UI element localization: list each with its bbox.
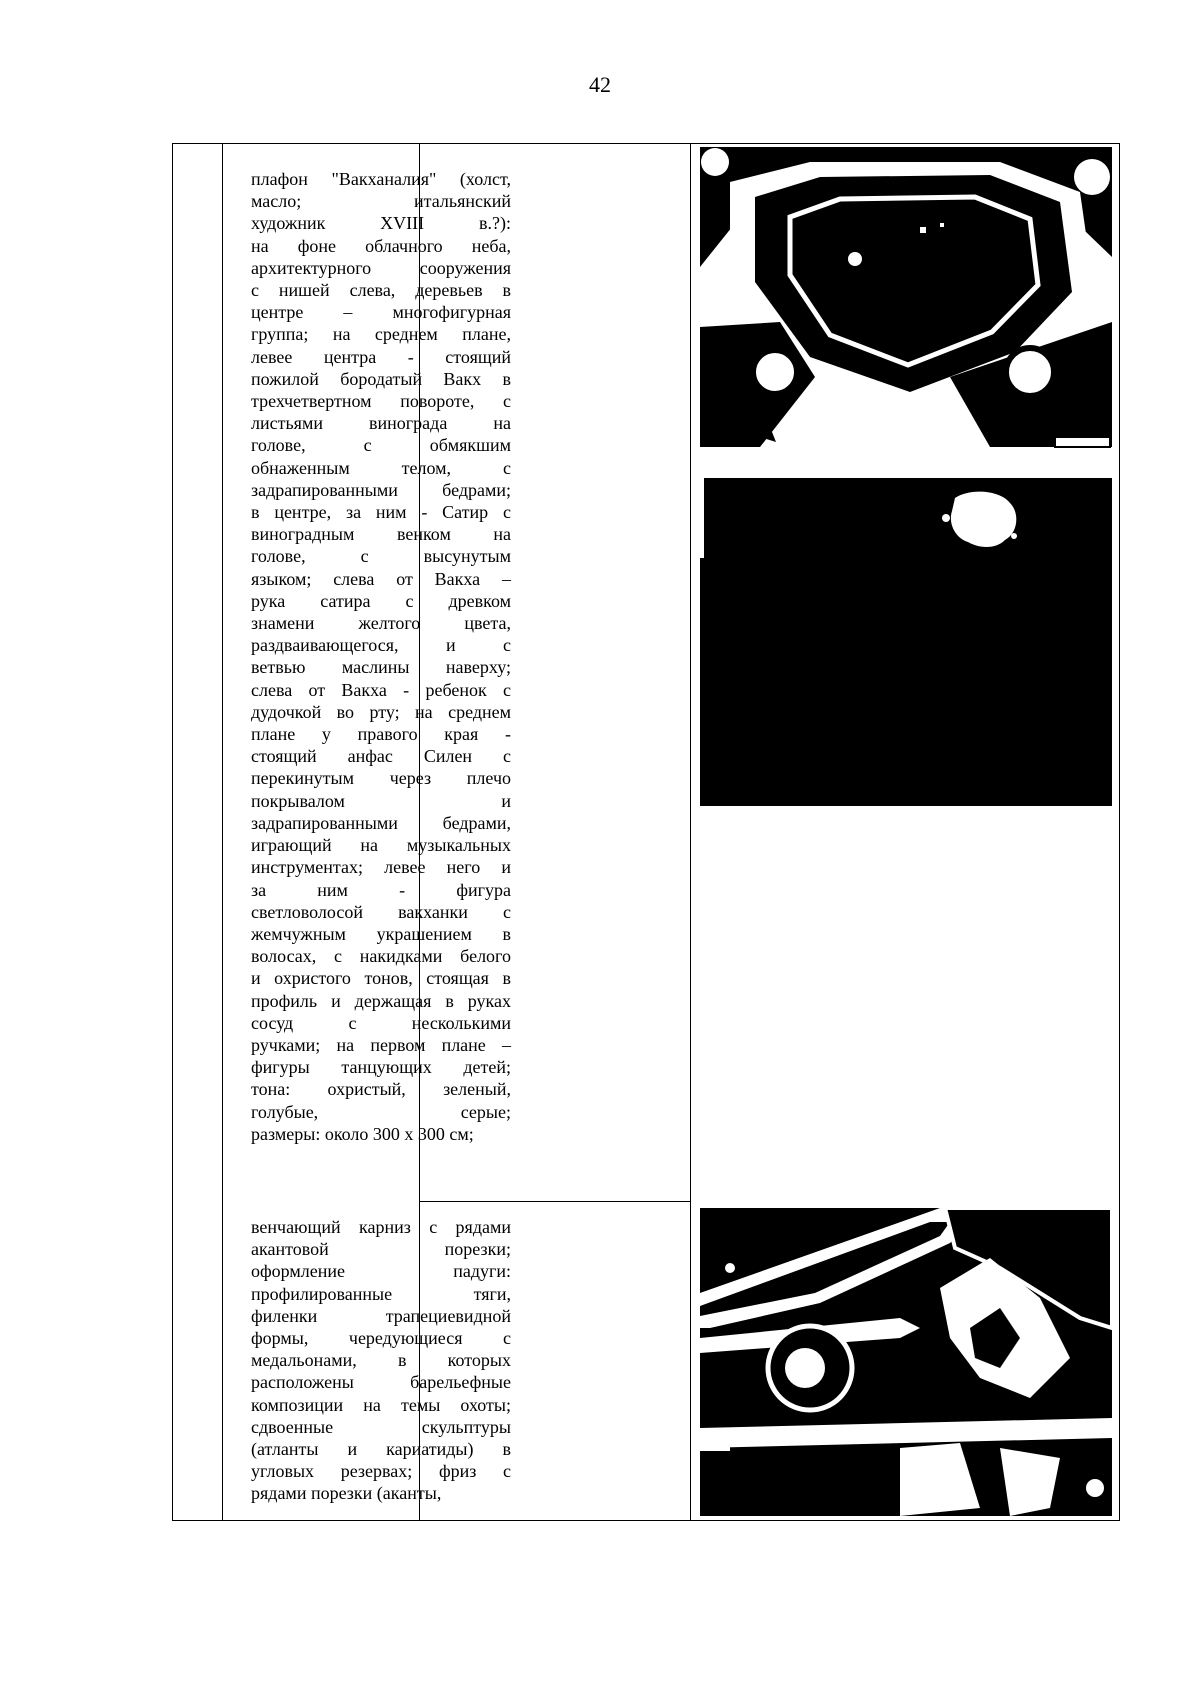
description-line: инструментах; левее него и (251, 857, 511, 878)
description-line: перекинутым через плечо (251, 768, 511, 789)
description-line: центре – многофигурная (251, 302, 511, 323)
description-line: сдвоенные скульптуры (251, 1416, 511, 1437)
description-line: и охристого тонов, стоящая в (251, 968, 511, 989)
description-line: медальонами, в которых (251, 1350, 511, 1371)
description-line: угловых резервах; фриз с (251, 1461, 511, 1482)
description-line: размеры: около 300 x 300 см; (251, 1123, 474, 1144)
description-line: голове, с высунутым (251, 546, 511, 567)
description-line: архитектурного сооружения (251, 257, 511, 278)
description-line: с нишей слева, деревьев в (251, 280, 511, 301)
ceiling-frame-photo (700, 147, 1112, 455)
description-line: обнаженным телом, с (251, 457, 511, 478)
description-line: пожилой бородатый Вакх в (251, 368, 511, 389)
description-line: акантовой порезки; (251, 1239, 511, 1260)
description-line: группа; на среднем плане, (251, 324, 511, 345)
description-line: рука сатира с древком (251, 590, 511, 611)
description-line: художник XVIII в.?): (251, 213, 511, 234)
description-line: в центре, за ним - Сатир с (251, 502, 511, 523)
description-line: профиль и держащая в руках (251, 990, 511, 1011)
description-line: знамени желтого цвета, (251, 613, 511, 634)
description-line: жемчужным украшением в (251, 923, 511, 944)
description-line: стоящий анфас Силен с (251, 746, 511, 767)
description-line: за ним - фигура (251, 879, 511, 900)
description-line: филенки трапециевидной (251, 1305, 511, 1326)
description-line: рядами порезки (аканты, (251, 1483, 442, 1504)
description-text-plafond (251, 168, 511, 1145)
description-line: масло; итальянский (251, 191, 511, 212)
description-line: ручками; на первом плане – (251, 1034, 511, 1055)
description-line: дудочкой во рту; на среднем (251, 701, 511, 722)
description-line: тона: охристый, зеленый, (251, 1079, 511, 1100)
plafond-painting-photo (700, 478, 1112, 806)
description-text-cornice (251, 1216, 511, 1505)
description-line: фигуры танцующих детей; (251, 1057, 511, 1078)
description-line: левее центра - стоящий (251, 346, 511, 367)
description-line: голове, с обмякшим (251, 435, 511, 456)
description-line: композиции на темы охоты; (251, 1394, 511, 1415)
description-line: листьями винограда на (251, 413, 511, 434)
description-line: расположены барельефные (251, 1372, 511, 1393)
description-line: сосуд с несколькими (251, 1012, 511, 1033)
description-line: слева от Вакха - ребенок с (251, 679, 511, 700)
description-line: играющий на музыкальных (251, 835, 511, 856)
description-line: на фоне облачного неба, (251, 235, 511, 256)
page-number: 42 (589, 72, 611, 97)
description-line: плане у правого края - (251, 724, 511, 745)
description-line: оформление падуги: (251, 1261, 511, 1282)
description-line: языком; слева от Вакха – (251, 568, 511, 589)
column-divider (222, 144, 223, 1520)
cornice-atlas-photo (700, 1208, 1112, 1516)
description-line: виноградным венком на (251, 524, 511, 545)
description-line: светловолосой вакханки с (251, 901, 511, 922)
description-line: волосах, с накидками белого (251, 946, 511, 967)
description-line: (атланты и кариатиды) в (251, 1439, 511, 1460)
row-divider (419, 1201, 690, 1202)
description-line: профилированные тяги, (251, 1283, 511, 1304)
description-line: раздваивающегося, и с (251, 635, 511, 656)
description-line: формы, чередующиеся с (251, 1328, 511, 1349)
description-line: плафон "Вакханалия" (холст, (251, 169, 511, 189)
description-line: ветвью маслины наверху; (251, 657, 511, 678)
column-divider (690, 144, 691, 1520)
description-line: трехчетвертном повороте, с (251, 391, 511, 412)
description-line: венчающий карниз с рядами (251, 1217, 511, 1237)
description-line: задрапированными бедрами, (251, 812, 511, 833)
description-line: задрапированными бедрами; (251, 479, 511, 500)
description-line: голубые, серые; (251, 1101, 511, 1122)
description-line: покрывалом и (251, 790, 511, 811)
